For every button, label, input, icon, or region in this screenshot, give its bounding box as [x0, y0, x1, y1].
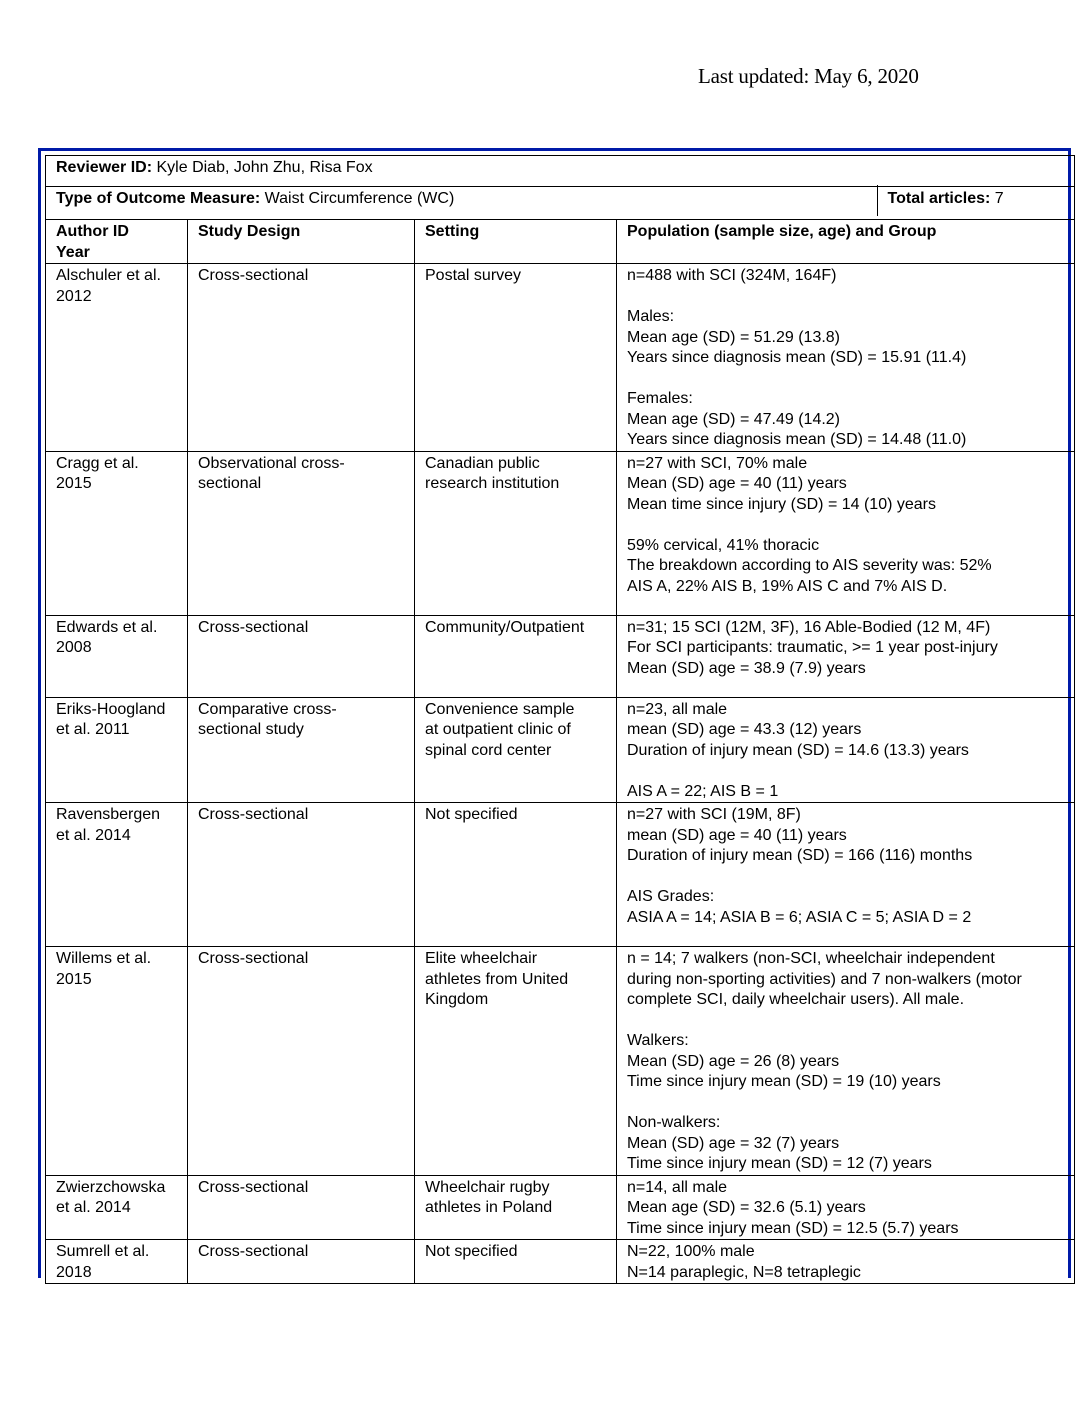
outcome-row: [46, 187, 1075, 220]
total-articles-value: 7: [990, 190, 1004, 207]
reviewer-label: Reviewer ID:: [56, 159, 153, 176]
setting-cell: Canadian public research institution: [415, 451, 617, 615]
author-cell: Cragg et al. 2015: [46, 451, 188, 615]
setting-cell: Elite wheelchair athletes from United Kingdom: [415, 947, 617, 1176]
table-row: [46, 615, 1075, 697]
author-cell: Sumrell et al. 2018: [46, 1240, 188, 1284]
setting-cell: Community/Outpatient: [415, 615, 617, 697]
author-cell: Ravensbergen et al. 2014: [46, 803, 188, 947]
reviewer-cell: [46, 156, 1075, 187]
table-row: [46, 264, 1075, 452]
population-cell: n=23, all male mean (SD) age = 43.3 (12) years Duration of injury mean (SD) = 14.6 (13.3) years AIS A = 22; AIS B = 1: [617, 697, 1075, 803]
population-cell: n = 14; 7 walkers (non-SCI, wheelchair independent during non-sporting activities) and 7 non-walkers (motor complete SCI, daily wheelchair users). All male. Walkers: Mean (SD) age = 26 (8) years Time since injury mean (SD) = 19 (10) years Non-walkers: Mean (SD) age = 32 (7) years Time since injury mean (SD) = 12 (7) years: [617, 947, 1075, 1176]
table-row: [46, 1240, 1075, 1284]
reviewer-names: Kyle Diab, John Zhu, Risa Fox: [152, 159, 373, 176]
header-author: Author ID Year: [46, 220, 188, 264]
design-cell: Cross-sectional: [188, 264, 415, 452]
header-population: Population (sample size, age) and Group: [617, 220, 1075, 264]
total-articles-label: Total articles:: [887, 190, 991, 207]
table-row: [46, 697, 1075, 803]
table-row: [46, 1175, 1075, 1240]
author-cell: Alschuler et al. 2012: [46, 264, 188, 452]
reviewer-row: [46, 156, 1075, 187]
author-cell: Eriks-Hoogland et al. 2011: [46, 697, 188, 803]
population-cell: N=22, 100% male N=14 paraplegic, N=8 tetraplegic: [617, 1240, 1075, 1284]
design-cell: Cross-sectional: [188, 1240, 415, 1284]
design-cell: Observational cross- sectional: [188, 451, 415, 615]
design-cell: Cross-sectional: [188, 615, 415, 697]
total-articles-cell: [617, 187, 1075, 220]
setting-cell: Wheelchair rugby athletes in Poland: [415, 1175, 617, 1240]
outcome-cell: [46, 187, 617, 220]
header-design: Study Design: [188, 220, 415, 264]
table-row: [46, 947, 1075, 1176]
setting-cell: Convenience sample at outpatient clinic of spinal cord center: [415, 697, 617, 803]
population-cell: n=14, all male Mean age (SD) = 32.6 (5.1) years Time since injury mean (SD) = 12.5 (5.7) years: [617, 1175, 1075, 1240]
design-cell: Comparative cross- sectional study: [188, 697, 415, 803]
setting-cell: Postal survey: [415, 264, 617, 452]
outcome-label: Type of Outcome Measure:: [56, 190, 261, 207]
design-cell: Cross-sectional: [188, 1175, 415, 1240]
header-row: [46, 220, 1075, 264]
population-cell: n=488 with SCI (324M, 164F) Males: Mean age (SD) = 51.29 (13.8) Years since diagnosis mean (SD) = 15.91 (11.4) Females: Mean age (SD) = 47.49 (14.2) Years since diagnosis mean (SD) = 14.48 (11.0): [617, 264, 1075, 452]
summary-table-frame: [38, 148, 1071, 1281]
population-cell: n=31; 15 SCI (12M, 3F), 16 Able-Bodied (12 M, 4F) For SCI participants: traumatic, >= 1 year post-injury Mean (SD) age = 38.9 (7.9) years: [617, 615, 1075, 697]
author-cell: Edwards et al. 2008: [46, 615, 188, 697]
author-cell: Willems et al. 2015: [46, 947, 188, 1176]
author-cell: Zwierzchowska et al. 2014: [46, 1175, 188, 1240]
header-setting: Setting: [415, 220, 617, 264]
last-updated-date: Last updated: May 6, 2020: [698, 64, 919, 88]
table-row: [46, 803, 1075, 947]
setting-cell: Not specified: [415, 1240, 617, 1284]
design-cell: Cross-sectional: [188, 803, 415, 947]
outcome-value: Waist Circumference (WC): [260, 190, 455, 207]
design-cell: Cross-sectional: [188, 947, 415, 1176]
population-cell: n=27 with SCI (19M, 8F) mean (SD) age = 40 (11) years Duration of injury mean (SD) = 166 (116) months AIS Grades: ASIA A = 14; ASIA B = 6; ASIA C = 5; ASIA D = 2: [617, 803, 1075, 947]
population-cell: n=27 with SCI, 70% male Mean (SD) age = 40 (11) years Mean time since injury (SD) = 14 (10) years 59% cervical, 41% thoracic The breakdown according to AIS severity was: 52% AIS A, 22% AIS B, 19% AIS C and 7% AIS D.: [617, 451, 1075, 615]
setting-cell: Not specified: [415, 803, 617, 947]
table-row: [46, 451, 1075, 615]
summary-table: [45, 155, 1075, 1284]
